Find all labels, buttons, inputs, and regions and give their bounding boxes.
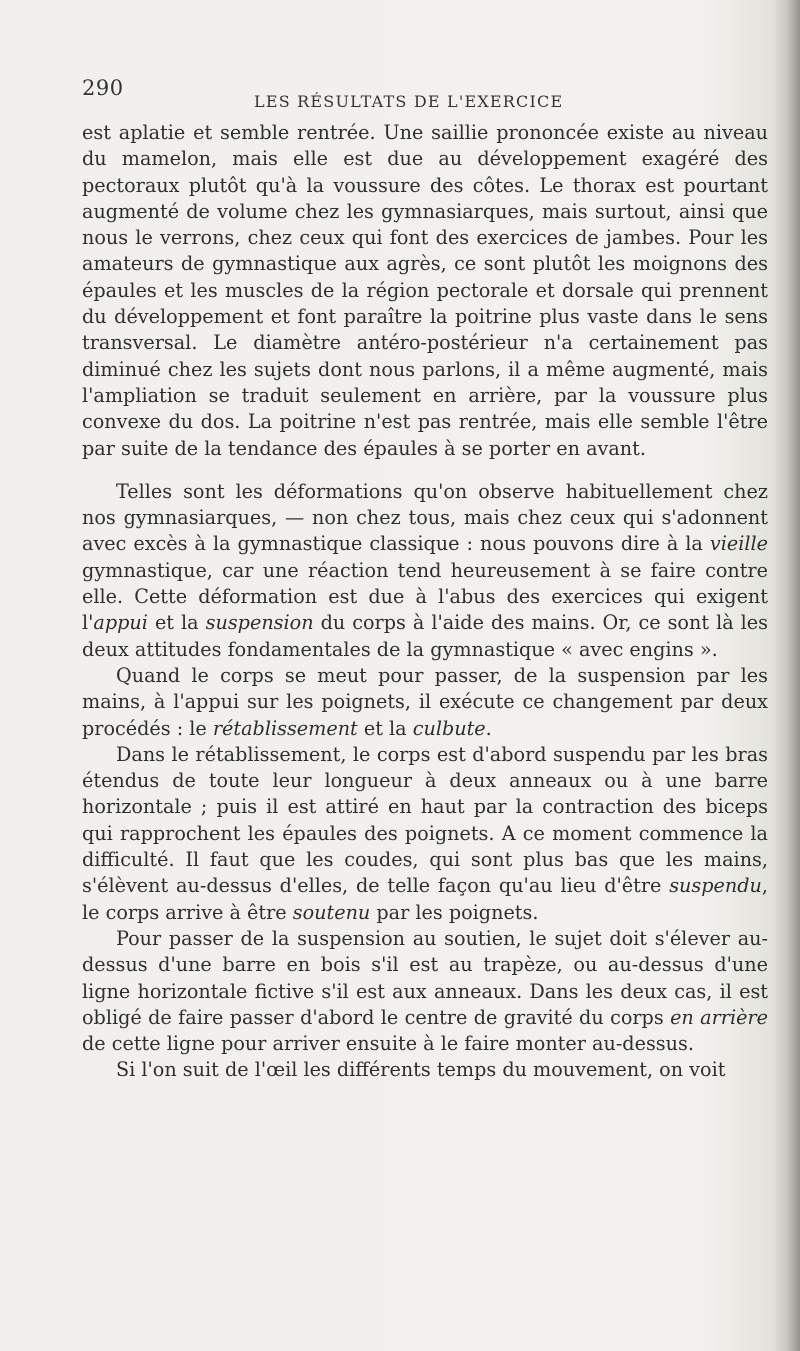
body-text	[82, 120, 768, 1084]
text-span: Si l'on suit de l'œil les différents temps du mouvement, on voit	[116, 1058, 726, 1082]
text-span: , le corps arrive à être	[82, 874, 768, 924]
text-span: et la	[357, 716, 413, 740]
text-span: est aplatie et semble rentrée. Une saillie prononcée existe au niveau du mamelon, mais elle est due au développement exagéré des pectoraux plutôt qu'à la voussure des côtes. Le thorax est pourtant augmenté de volume chez les gymnasiarques, mais surtout, ainsi que nous le verrons, chez ceux qui font des exercices de jambes. Pour les amateurs de gymnastique aux agrès, ce sont plutôt les moignons des épaules et les muscles de la région pectorale et dorsale qui prennent du développement et font paraître la poitrine plus vaste dans le sens transversal. Le diamètre antéro-postérieur n'a certainement pas diminué chez les sujets dont nous parlons, il a même augmenté, mais l'ampliation se traduit seulement en arrière, par la voussure plus convexe du dos. La poitrine n'est pas rentrée, mais elle semble l'être par suite de la tendance des épaules à se porter en avant.	[82, 121, 768, 460]
italic-span: vieille	[709, 532, 768, 556]
italic-span: rétablissement	[212, 716, 358, 740]
italic-span: culbute	[412, 716, 486, 740]
paragraph-4	[82, 742, 768, 926]
text-span: par les poignets.	[370, 900, 539, 924]
italic-span: soutenu	[292, 900, 371, 924]
text-span: Dans le rétablissement, le corps est d'abord suspendu par les bras étendus de toute leur longueur à deux anneaux ou à une barre horizontale ; puis il est attiré en haut par la contraction des biceps qui rapprochent les épaules des poignets. A ce moment commence la difficulté. Il faut que les coudes, qui sont plus bas que les mains, s'élèvent au-dessus d'elles, de telle façon qu'au lieu d'être	[82, 742, 768, 898]
text-span: Pour passer de la suspension au soutien, le sujet doit s'élever au-dessus d'une barre en bois s'il est au trapèze, ou au-dessus d'une ligne horizontale fictive s'il est aux anneaux. Dans les deux cas, il est obligé de faire passer d'abord le centre de gravité du corps	[82, 926, 768, 1029]
text-span: du corps à l'aide des mains. Or, ce sont là les deux attitudes fondamentales de la gymnastique « avec engins ».	[82, 611, 768, 661]
running-title: LES RÉSULTATS DE L'EXERCICE	[254, 92, 564, 111]
text-span: de cette ligne pour arriver ensuite à le faire monter au-dessus.	[82, 1032, 694, 1056]
text-span: Quand le corps se meut pour passer, de la suspension par les mains, à l'appui sur les poignets, il exécute ce changement par deux procédés : le	[82, 663, 768, 740]
text-span: gymnastique, car une réaction tend heureusement à se faire contre elle. Cette déformation est due à l'abus des exercices qui exigent l'	[82, 558, 768, 635]
page-header	[82, 76, 768, 116]
paragraph-1	[82, 120, 768, 462]
text-span: et la	[147, 611, 206, 635]
page-edge-shadow	[774, 0, 800, 1351]
paragraph-5	[82, 926, 768, 1057]
text-span: Telles sont les déformations qu'on observe habituellement chez nos gymnasiarques, — non chez tous, mais chez ceux qui s'adonnent avec excès à la gymnastique classique : nous pouvons dire à la	[82, 479, 768, 556]
paragraph-6	[82, 1057, 768, 1083]
italic-span: en arrière	[670, 1005, 768, 1029]
italic-span: suspension	[205, 611, 314, 635]
page-number: 290	[82, 76, 124, 100]
italic-span: suspendu	[669, 874, 762, 898]
paragraph-3	[82, 663, 768, 742]
italic-span: appui	[93, 611, 148, 635]
paragraph-2	[82, 479, 768, 663]
text-span: .	[485, 716, 492, 740]
